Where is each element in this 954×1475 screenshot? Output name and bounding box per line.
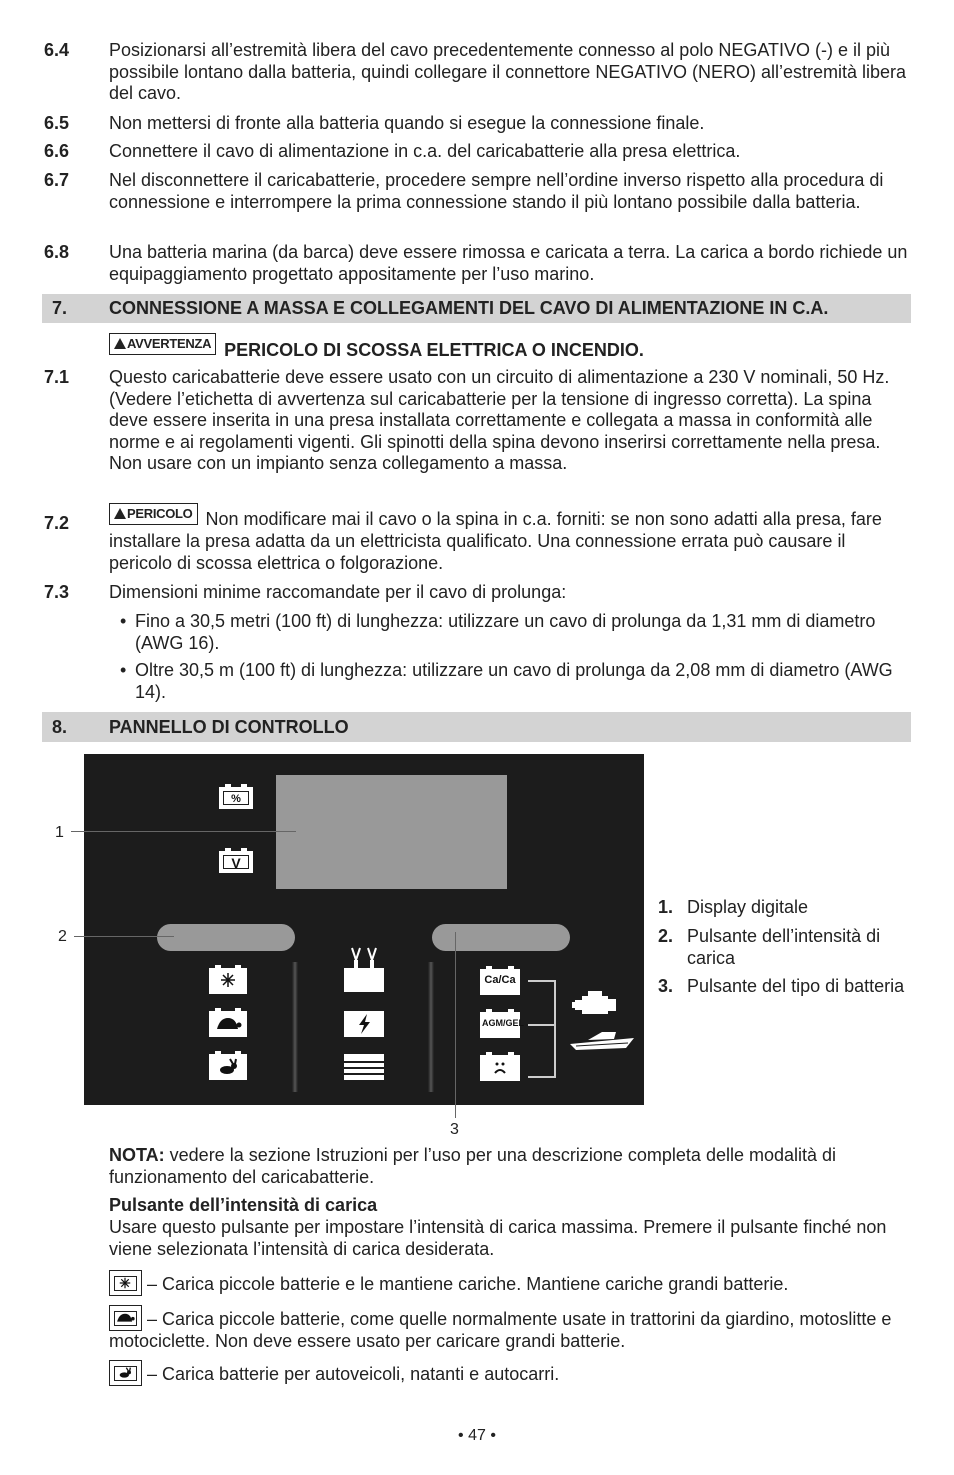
page-number: • 47 •: [458, 1427, 496, 1444]
step-text: Nel disconnettere il caricabatterie, procedere sempre nell’ordine inverso rispetto alla procedura di connessione e interrompere la prima connessione stando il più lontano possibile dalla batteria.: [109, 170, 884, 212]
bullet-dot: •: [120, 611, 127, 631]
battery-type-bracket: [528, 980, 556, 1078]
snowflake-icon: [109, 1270, 142, 1296]
callout-3: 3: [450, 1121, 459, 1138]
boat-icon: [568, 1026, 638, 1052]
divider-light-left: [292, 962, 298, 1092]
step-number: 7.2: [44, 513, 70, 533]
divider-light-right: [428, 962, 434, 1092]
bullet-text: Oltre 30,5 m (100 ft) di lunghezza: utilizzare un cavo di prolunga da 2,08 mm di diametro (AWG 14).: [135, 660, 893, 702]
step-number: 6.6: [44, 141, 70, 161]
step-text: Una batteria marina (da barca) deve essere rimossa e caricata a terra. La carica a bordo richiede un equipaggiamento progettato appositamente per l’uso marino.: [109, 242, 908, 284]
legend-number: 2.: [658, 926, 674, 946]
mode-rabbit: [109, 1360, 911, 1386]
clamps-icon: [344, 968, 384, 992]
charge-rate-description: Usare questo pulsante per impostare l’intensità di carica massima. Premere il pulsante finché non viene selezionata l’intensità di carica desiderata.: [109, 1217, 887, 1259]
battery-ca-ca-icon: Ca/Ca: [480, 969, 520, 995]
legend-text: Pulsante dell’intensità di carica: [687, 926, 881, 968]
step-number: 6.8: [44, 242, 70, 262]
section-number: 8.: [52, 717, 68, 737]
digital-display: [276, 775, 507, 889]
step-number: 6.5: [44, 113, 70, 133]
step-number: 7.1: [44, 367, 70, 387]
bullet-dot: •: [120, 660, 127, 680]
legend-number: 3.: [658, 976, 674, 996]
mode-text: – Carica piccole batterie e le mantiene cariche. Mantiene cariche grandi batterie.: [142, 1274, 789, 1294]
danger-triangle-icon: [114, 508, 126, 519]
battery-percent-icon: %: [219, 787, 253, 809]
leader-line-1: [71, 831, 296, 832]
step-7-2-text: Non modificare mai il cavo o la spina in c.a. forniti: se non sono adatti alla presa, fare installare la presa adatta da un elettricista qualificato. Una connessione errata può causare il pericolo di scossa elettrica o folgorazione.: [109, 509, 882, 573]
warning-text: PERICOLO DI SCOSSA ELETTRICA O INCENDIO.: [224, 340, 644, 360]
turtle-icon: [109, 1305, 142, 1331]
battery-sad-face-icon: [480, 1055, 520, 1081]
step-text: Non mettersi di fronte alla batteria quando si esegue la connessione finale.: [109, 113, 705, 133]
battery-full-icon: [344, 1054, 384, 1080]
section-8-header: [42, 712, 911, 742]
step-text: Posizionarsi all’estremità libera del cavo precedentemente connesso al polo NEGATIVO (-) e il più possibile lontano dalla batteria, quindi collegare il connettore NEGATIVO (NERO) all’estremità libera del cavo.: [109, 40, 907, 103]
leader-line-2: [74, 936, 174, 937]
note-paragraph: [109, 1145, 911, 1188]
note-text: vedere la sezione Istruzioni per l’uso per una descrizione completa delle modalità di funzionamento del caricabatterie.: [109, 1145, 837, 1187]
charge-rate-heading: Pulsante dell’intensità di carica: [109, 1195, 378, 1215]
charging-bolt-icon: [344, 1011, 384, 1037]
section-number: 7.: [52, 298, 68, 318]
charge-rate-button[interactable]: [157, 924, 295, 951]
legend-text: Pulsante del tipo di batteria: [687, 976, 905, 996]
mode-text: – Carica piccole batterie, come quelle normalmente usate in trattorini da giardino, motoslitte e motociclette. Non deve essere usato per caricare grandi batterie.: [109, 1309, 892, 1351]
control-panel-figure: [84, 754, 644, 1105]
snowflake-icon: [209, 968, 247, 994]
step-text: Connettere il cavo di alimentazione in c.a. del caricabatterie alla presa elettrica.: [109, 141, 741, 161]
warning-badge: AVVERTENZA: [109, 333, 216, 355]
legend-text: Display digitale: [687, 897, 809, 917]
step-number: 6.7: [44, 170, 70, 190]
section-7-header: [42, 294, 911, 323]
section-title: CONNESSIONE A MASSA E COLLEGAMENTI DEL CAVO DI ALIMENTAZIONE IN C.A.: [109, 298, 829, 318]
mode-text: – Carica batterie per autoveicoli, natanti e autocarri.: [142, 1364, 560, 1384]
warning-triangle-icon: [114, 338, 126, 349]
section-title: PANNELLO DI CONTROLLO: [109, 717, 349, 737]
step-number: 7.3: [44, 582, 70, 602]
callout-2: 2: [58, 928, 67, 945]
mode-snowflake: [109, 1270, 911, 1296]
battery-volt-icon: V: [219, 851, 253, 873]
warning-line: [109, 333, 644, 360]
battery-agm-gel-icon: AGM/GEL: [480, 1012, 520, 1038]
leader-line-3: [455, 932, 456, 1118]
rabbit-icon: [109, 1360, 142, 1386]
step-text: Questo caricabatterie deve essere usato con un circuito di alimentazione a 230 V nominali, 50 Hz. (Vedere l’etichetta di avvertenza sul caricabatterie per la tensione di ingresso corretta). La spina deve essere inserita in una presa installata correttamente e collegata a massa in conformità alle norme e ai regolamenti vigenti. Gli spinotti della spina devono inserirsi correttamente nella presa. Non usare con un impianto senza collegamento a massa.: [109, 367, 890, 473]
bullet-text: Fino a 30,5 metri (100 ft) di lunghezza: utilizzare un cavo di prolunga da 1,31 mm di diametro (AWG 16).: [135, 611, 876, 653]
mode-turtle: [109, 1305, 911, 1353]
step-text: [109, 503, 911, 573]
note-label: NOTA:: [109, 1145, 165, 1165]
engine-icon: [572, 990, 620, 1020]
rabbit-icon: [209, 1054, 247, 1080]
step-text: Dimensioni minime raccomandate per il cavo di prolunga:: [109, 582, 567, 602]
turtle-icon: [209, 1011, 247, 1037]
battery-type-button[interactable]: [432, 924, 570, 951]
legend-number: 1.: [658, 897, 674, 917]
step-number: 6.4: [44, 40, 70, 60]
danger-badge: PERICOLO: [109, 503, 198, 525]
callout-1: 1: [55, 824, 64, 841]
